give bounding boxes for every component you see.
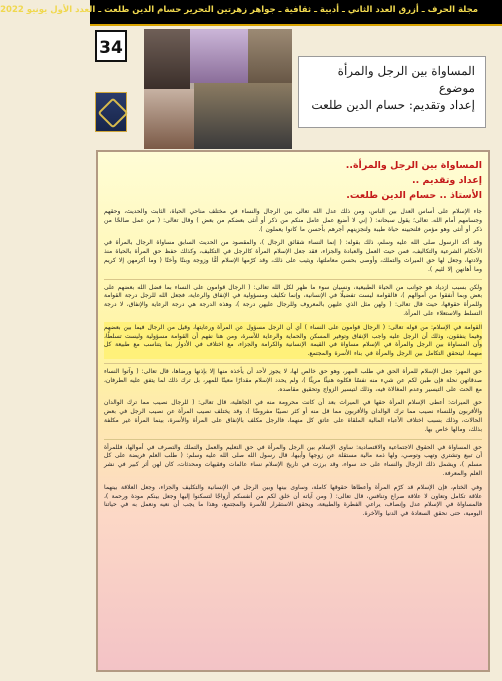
article-paragraph: القوامة في الإسلام: من قوله تعالى: ( الرجال قوامون على النساء ) أي أن الرجل مسؤول عن المرأة ورعايتها، وقيل من الرجال فيما بين بعضهم وفيما ينفقون، وذلك أن الرجل عليه واجب الإنفاق وتوفير المسكن والحماية والرعاية للأسرة، ومن هنا نفهم أن القوامة مسؤولية وليست تسلطًا، وأن المساواة بين الرجل والمرأة في الإسلام مساواة في القيمة الإنسانية والكرامة والجزاء، مع اختلاف في الأدوار بما يتناسب مع طبيعة كل منهما، ليتحقق التكامل بين الرجل والمرأة في بناء الأسرة والمجتمع. bbox=[104, 323, 482, 358]
article-paragraph: ولكن بسبب ازدياد هو جوانب من الحياة الطبيعية، ونسيان سوء ما ظهر لكل الله تعالى: ( الرجال قوامون على النساء بما فضل الله بعضهم على بعض وبما أنفقوا من أموالهم )، فالقوامة ليست تفضيلًا في الإنسانية، وإنما تكليف ومسؤولية في الإنفاق والرعاية، فجعل الله للرجل درجة القوامة وللمرأة حقوقها، حيث قال تعالى: ( ولهن مثل الذي عليهن بالمعروف وللرجال عليهن درجة )، وهذه الدرجة هي درجة الرعاية والإنفاق، لا درجة التسلط والاستعلاء على المرأة. bbox=[104, 279, 482, 319]
author-photo bbox=[194, 83, 292, 149]
collage-photo bbox=[190, 29, 248, 83]
magazine-header-strip bbox=[0, 0, 502, 26]
title-line: المساواة بين الرجل والمرأة bbox=[337, 64, 475, 78]
collage-photo bbox=[144, 89, 194, 149]
magazine-logo-icon bbox=[95, 92, 127, 132]
collage-photo bbox=[144, 29, 190, 89]
article-frame bbox=[96, 150, 490, 672]
article-subheading: إعداد وتقديم .. bbox=[411, 175, 482, 186]
title-author: إعداد وتقديم: حسام الدين طلعت bbox=[311, 98, 475, 112]
title-type: موضوع bbox=[438, 81, 475, 95]
article-paragraph: حق المساواة في الحقوق الاجتماعية والاقتصادية: ساوى الإسلام بين الرجل والمرأة في حق التعليم والعمل والتملك والتصرف في أموالها، فللمرأة أن تبيع وتشتري وتهب وتوصي، ولها ذمة مالية مستقلة عن زوجها وأبيها، قال رسول الله صلى الله عليه وسلم: ( طلب العلم فريضة على كل مسلم )، ويشمل ذلك الرجال والنساء على حد سواء، وقد برزت في تاريخ الإسلام نساء عالمات وفقيهات ومحدثات، كان لهن أثر كبير في نشر العلم والمعرفة. bbox=[104, 439, 482, 479]
article-paragraph: حق المهر: جعل الإسلام للمرأة الحق في طلب المهر، وهو حق خالص لها، لا يجوز لأحد أن يأخذه منها إلا بإذنها ورضاها، قال تعالى: ( وآتوا النساء صدقاتهن نحلة فإن طبن لكم عن شيء منه نفسًا فكلوه هنيئًا مريئًا )، ولم يحدد الإسلام مقدارًا معينًا للمهر، بل ترك ذلك لما يتفق عليه الطرفان، مع الحث على التيسير وعدم المغالاة فيه، وذلك لتيسير الزواج وتحقيق مقاصده. bbox=[104, 363, 482, 394]
title-box bbox=[298, 56, 486, 128]
article-heading: المساواة بين الرجل والمرأة.. bbox=[345, 160, 482, 171]
article-paragraph: جاء الإسلام على أساس العدل بين الناس، ومن ذلك عدل الله تعالى بين الرجال والنساء في مختلف مناحي الحياة، الثابت والحديث، وحقهم وجسامهم أمام الله. تعالى؛ يقول سبحانه: ( إني لا أضيع عمل عامل منكم من ذكر أو أنثى بعضكم من بعض ) وقال تعالى: ( من عمل صالحًا من ذكر أو أنثى وهو مؤمن فلنحيينه حياة طيبة ولنجزينهم أجرهم بأحسن ما كانوا يعملون ). bbox=[104, 208, 482, 233]
article-paragraph: وفي الختام، فإن الإسلام قد كرّم المرأة وأعطاها حقوقها كاملة، وساوى بينها وبين الرجل في الإنسانية والتكليف والجزاء، وجعل العلاقة بينهما علاقة تكامل وتعاون لا علاقة صراع وتنافس، قال تعالى: ( ومن آياته أن خلق لكم من أنفسكم أزواجًا لتسكنوا إليها وجعل بينكم مودة ورحمة )، فالمساواة في الإسلام عدل وإنصاف، يراعي الفطرة والطبيعة، ويحقق الاستقرار للأسرة والمجتمع، وهذا ما يجب أن نعيه ونعمل به في حياتنا اليومية، حتى نحقق السعادة في الدنيا والآخرة. bbox=[104, 483, 482, 518]
page-number: 34 bbox=[95, 30, 127, 62]
article-author: الأستاذ .. حسام الدين طلعت. bbox=[346, 190, 482, 201]
photo-collage bbox=[144, 29, 292, 149]
article-paragraph: وقد أكد الرسول صلى الله عليه وسلم، ذلك بقوله: ( إنما النساء شقائق الرجال )، والمقصود من الحديث السابق مساواة الرجال بالمرأة في الأحكام الشرعية والتكاليف، فمن حيث العمل والعبادة والجزاء، فقد جعل الإسلام المرأة كالرجل في التكليف، وكذلك حفظ حق المرأة بالحياة منذ ولادتها، وجعل لها حق الميراث والتملك، وأوصى بحسن معاملتها، ويثيب على ذلك، وقد كرّمها الإسلام أمًّا وزوجة وبنتًا وأختًا ( وما أكرمهن إلا كريم وما أهانهن إلا لئيم ). bbox=[104, 239, 482, 273]
article-paragraph: حق الميراث: أعطى الإسلام المرأة حقها في الميراث بعد أن كانت محرومة منه في الجاهلية، قال تعالى: ( للرجال نصيب مما ترك الوالدان والأقربون وللنساء نصيب مما ترك الوالدان والأقربون مما قل منه أو كثر نصيبًا مفروضًا )، وقد يختلف نصيب المرأة عن نصيب الرجل في بعض الحالات، وذلك بسبب اختلاف الأعباء المالية الملقاة على عاتق كل منهما، فالرجل مكلف بالإنفاق على المرأة والأسرة، بينما المرأة غير مكلفة بذلك، ومالها خاص بها. bbox=[104, 399, 482, 433]
magazine-header-text: مجلة الحرف ـ أزرق العدد الثاني ـ أدبية ـ ثقافية ـ جواهر زهرتين التحرير حسام الدين طلعت ـ العدد الأول يونيو 2022 bbox=[0, 5, 478, 15]
